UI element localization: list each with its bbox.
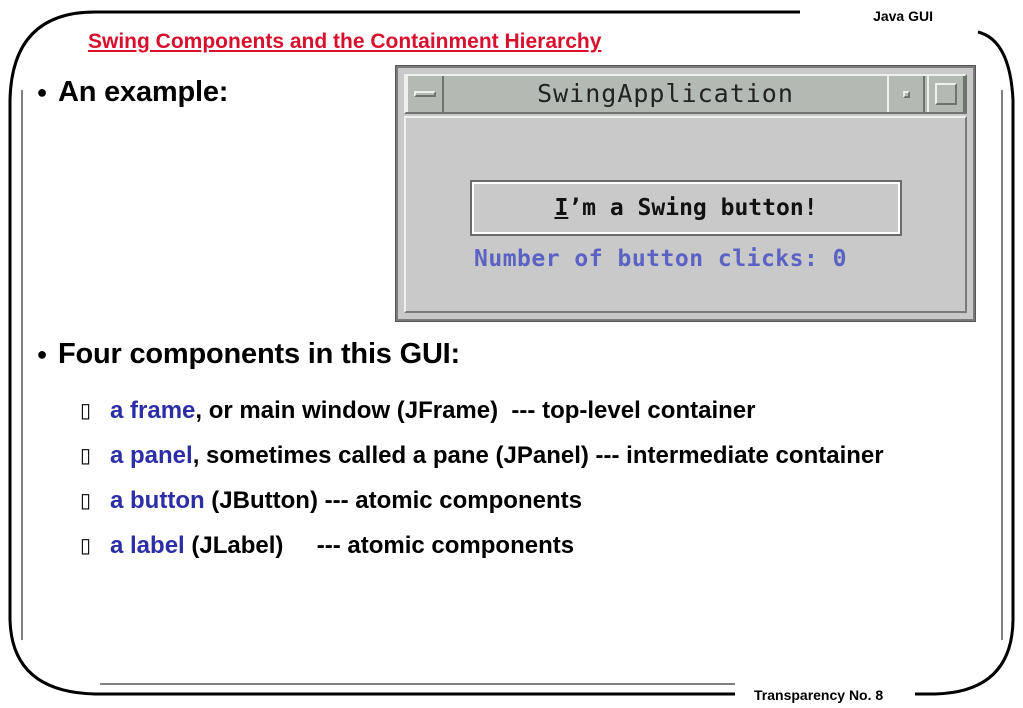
missing-glyph-icon: ▯ xyxy=(80,535,92,557)
window-content-panel xyxy=(404,116,967,313)
missing-glyph-icon: ▯ xyxy=(80,490,92,512)
bullet-icon: ● xyxy=(36,82,48,102)
list-item xyxy=(80,388,884,433)
minimize-icon xyxy=(903,91,910,98)
item-description: , sometimes called a pane (JPanel) --- intermediate container xyxy=(192,441,884,469)
maximize-icon xyxy=(935,83,957,105)
component-list xyxy=(80,388,884,568)
maximize-button[interactable] xyxy=(927,76,965,112)
list-item xyxy=(80,523,884,568)
missing-glyph-icon: ▯ xyxy=(80,400,92,422)
window-menu-button[interactable] xyxy=(406,76,444,112)
button-label: ’m a Swing button! xyxy=(568,195,818,221)
bullet-text: Four components in this GUI: xyxy=(58,338,461,370)
minimize-button[interactable] xyxy=(887,76,925,112)
term-label: a label xyxy=(110,531,185,559)
window-titlebar[interactable] xyxy=(404,74,967,114)
footer-page-number: Transparency No. 8 xyxy=(754,687,884,703)
bullet-text: An example: xyxy=(58,76,229,108)
window-menu-icon xyxy=(414,91,436,97)
item-description: , or main window (JFrame) --- top-level container xyxy=(195,396,756,424)
term-frame: a frame xyxy=(110,396,196,424)
window-title: SwingApplication xyxy=(537,79,794,108)
swing-window xyxy=(396,66,975,321)
item-description: (JButton) --- atomic components xyxy=(204,486,582,514)
bullet-components xyxy=(26,338,460,371)
bullet-icon: ● xyxy=(36,344,48,364)
button-mnemonic: I xyxy=(554,195,569,221)
term-panel: a panel xyxy=(110,441,193,469)
click-count-label: Number of button clicks: 0 xyxy=(474,246,848,272)
term-button: a button xyxy=(110,486,205,514)
item-description: (JLabel) --- atomic components xyxy=(184,531,575,559)
slide-title: Swing Components and the Containment Hierarchy xyxy=(88,30,602,53)
list-item xyxy=(80,433,884,478)
course-header: Java GUI xyxy=(873,8,933,24)
missing-glyph-icon: ▯ xyxy=(80,445,92,467)
list-item xyxy=(80,478,884,523)
bullet-example xyxy=(26,76,228,109)
swing-button[interactable] xyxy=(472,182,900,234)
